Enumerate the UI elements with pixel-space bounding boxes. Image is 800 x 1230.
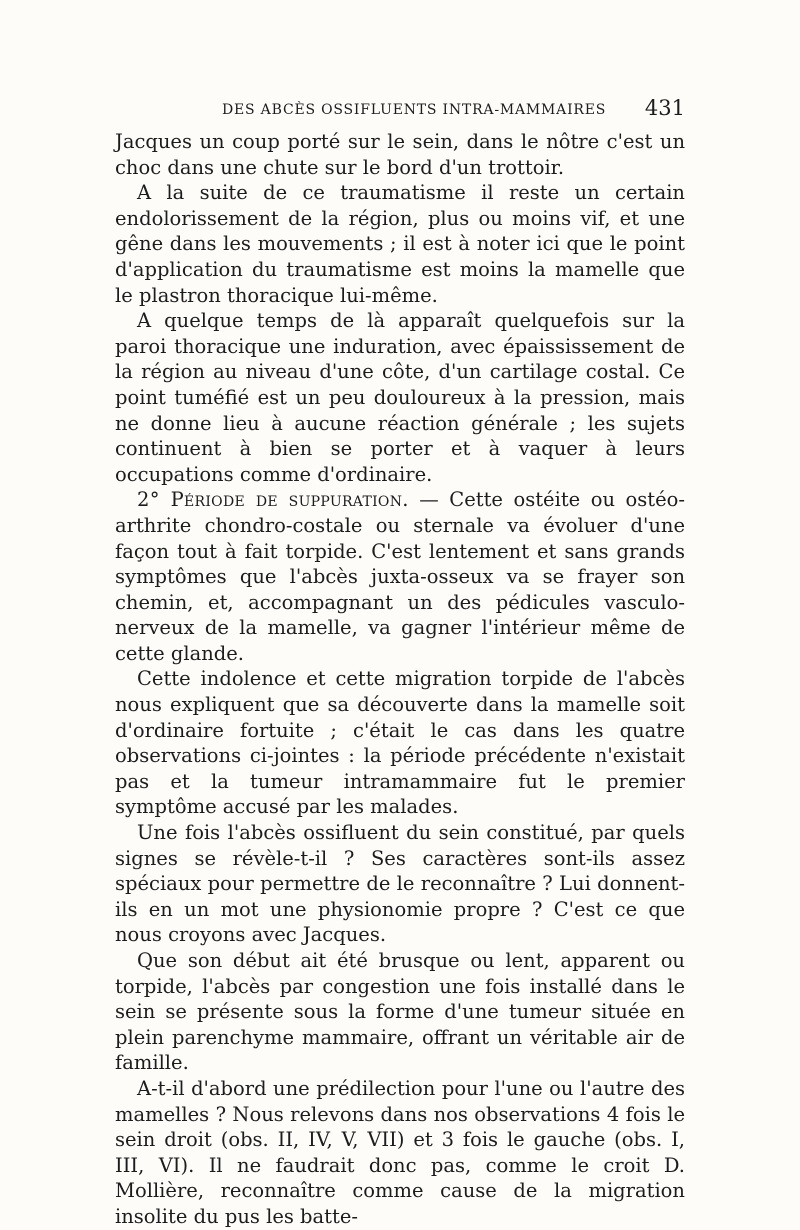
paragraph: A la suite de ce traumatisme il reste un certain endolorissement de la région, plus ou moins vif, et une gêne dans les mouvements ; il est à noter ici que le point d'application du traumatisme est moins la mamelle que le plastron thoracique lui-même.: [115, 181, 685, 307]
paragraph: A-t-il d'abord une prédilection pour l'une ou l'autre des mamelles ? Nous relevons dans nos observations 4 fois le sein droit (obs. II, IV, V, VII) et 3 fois le gauche (obs. I, III, VI). Il ne faudrait donc pas, comme le croit D. Mollière, reconnaître comme cause de la migration insolite du pus les batte-: [115, 1076, 685, 1228]
paragraph: Une fois l'abcès ossifluent du sein constitué, par quels signes se révèle-t-il ? Ses caractères sont-ils assez spéciaux pour permettre de le reconnaître ? Lui donnent-ils en un mot une physionomie propre ? C'est ce que nous croyons avec Jacques.: [115, 821, 685, 947]
paragraph-continued: Jacques un coup porté sur le sein, dans le nôtre c'est un choc dans une chute sur le bord d'un trottoir.: [115, 130, 685, 179]
section-heading: 2° Période de suppuration.: [137, 488, 409, 512]
page-number: 431: [644, 96, 685, 120]
paragraph: Que son début ait été brusque ou lent, apparent ou torpide, l'abcès par congestion une fois installé dans le sein se présente sous la forme d'une tumeur située en plein parenchyme mammaire, offrant un véritable air de famille.: [115, 949, 685, 1075]
paragraph: A quelque temps de là apparaît quelquefois sur la paroi thoracique une induration, avec épaississement de la région au niveau d'une côte, d'un cartilage costal. Ce point tuméfié est un peu douloureux à la pression, mais ne donne lieu à aucune réaction générale ; les sujets continuent à bien se porter et à vaquer à leurs occupations comme d'ordinaire.: [115, 309, 685, 486]
section-paragraph: [115, 487, 685, 666]
paragraph: Cette indolence et cette migration torpide de l'abcès nous expliquent que sa découverte dans la mamelle soit d'ordinaire fortuite ; c'était le cas dans les quatre observations ci-jointes : la période précédente n'existait pas et la tumeur intramammaire fut le premier symptôme accusé par les malades.: [115, 667, 685, 819]
section-text: — Cette ostéite ou ostéo-arthrite chondro-costale ou sternale va évoluer d'une façon tout à fait torpide. C'est lentement et sans grands symptômes que l'abcès juxta-osseux va se frayer son chemin, et, accompagnant un des pédicules vasculo-nerveux de la mamelle, va gagner l'intérieur même de cette glande.: [115, 488, 685, 665]
body-text: [115, 129, 685, 1230]
page-header: [115, 96, 685, 126]
running-title: DES ABCÈS OSSIFLUENTS INTRA-MAMMAIRES: [222, 102, 607, 118]
